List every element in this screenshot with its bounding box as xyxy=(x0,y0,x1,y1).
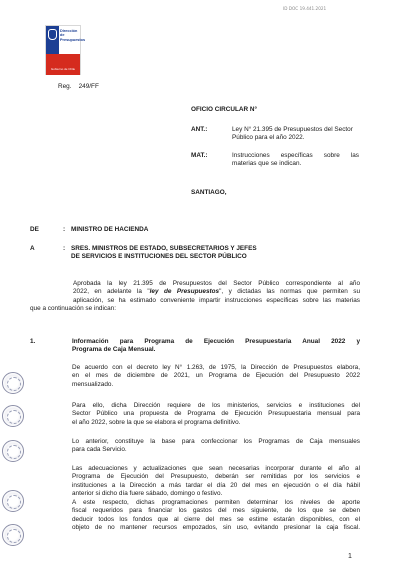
paragraph-line: fiscal requeridos para financiar los gastos del mes siguiente, de los que se deben xyxy=(72,507,360,515)
mat-line-1: Instrucciones específicas sobre las xyxy=(232,152,359,159)
shield-icon xyxy=(48,29,57,40)
margin-stamp-icon xyxy=(2,440,24,462)
margin-stamp-icon xyxy=(2,372,24,394)
reg-value: 249/FF xyxy=(78,83,99,90)
intro-paragraph xyxy=(73,280,360,305)
ley-presupuestos: ley de Presupuestos xyxy=(149,288,220,296)
paragraph-line: instituciones a la Dirección a más tardar el día 20 del mes en ejecución o el día hábil xyxy=(72,481,360,489)
section-title-line-2: Programa de Caja Mensual. xyxy=(72,346,156,354)
a-line-1: SRES. MINISTROS DE ESTADO, SUBSECRETARIOS Y JEFES xyxy=(71,245,257,252)
margin-stamp-icon xyxy=(2,524,24,546)
section-title xyxy=(72,338,360,355)
intro-line-3: aplicación, se ha estimado conveniente impartir instrucciones específicas sobre las materias xyxy=(73,296,360,304)
paragraph-line: objeto de no mantener recursos empozados, sin uso, evitando presionar la caja fiscal. xyxy=(72,524,360,532)
paragraph-line: anterior si dicho día fuere sábado, domingo o festivo. xyxy=(72,490,223,498)
paragraph-4 xyxy=(72,465,360,499)
paragraph-3 xyxy=(72,438,360,455)
de-label: DE xyxy=(30,226,39,233)
paragraph-line: A este respecto, dichas programaciones permiten determinar los niveles de aporte xyxy=(72,499,360,506)
paragraph-line: Para ello, dicha Dirección requiere de los ministerios, servicios e instituciones del xyxy=(72,402,360,409)
paragraph-line: Sector Público una propuesta de Programa de Ejecución Presupuestaria mensual para xyxy=(72,410,360,418)
margin-stamp-icon xyxy=(2,405,24,427)
ant-label: ANT.: xyxy=(191,126,208,133)
mat-text xyxy=(232,152,359,169)
paragraph-line: deducir todos los fondos que al cierre del mes se estime estarán disponibles, con el xyxy=(72,515,360,523)
ant-line-2: Público para el año 2022. xyxy=(232,134,305,142)
ant-line-1: Ley N° 21.395 de Presupuestos del Sector xyxy=(232,126,353,133)
paragraph-line: Programa de Ejecución del Presupuesto, deberán ser remitidas por los servicios e xyxy=(72,473,360,481)
oficio-title: OFICIO CIRCULAR N° xyxy=(191,106,258,113)
place-date: SANTIAGO, xyxy=(191,189,227,196)
mat-label: MAT.: xyxy=(191,152,208,159)
intro-line-4: que a continuación se indican: xyxy=(30,305,116,312)
a-value xyxy=(71,245,361,262)
paragraph-line: Las adecuaciones y actualizaciones que sean necesarias incorporar durante el año al xyxy=(72,465,360,472)
intro-line-2: 2022, en adelante la "ley de Presupuestos", y dictadas las normas que permiten su xyxy=(73,288,361,296)
document-id: ID DOC 19.441.2021 xyxy=(283,6,327,11)
dipres-logo xyxy=(45,25,86,75)
paragraph-1 xyxy=(72,364,360,389)
margin-stamp-icon xyxy=(2,490,24,512)
paragraph-line: el año 2022, sobre la que se elabora el programa definitivo. xyxy=(72,418,241,426)
page-number: 1 xyxy=(348,553,352,560)
a-colon: : xyxy=(63,245,66,252)
logo-subtitle: Gobierno de Chile xyxy=(50,66,76,71)
paragraph-5 xyxy=(72,499,360,533)
section-number: 1. xyxy=(30,338,36,345)
paragraph-line: De acuerdo con el decreto ley N° 1.263, de 1975, la Dirección de Presupuestos elabora, xyxy=(72,364,360,371)
de-colon: : xyxy=(63,226,66,233)
mat-line-2: materias que se indican. xyxy=(232,160,302,168)
intro-line-1: Aprobada la ley 21.395 de Presupuestos del Sector Público correspondiente al año xyxy=(73,280,360,287)
reg-line xyxy=(58,83,99,91)
section-title-line-1: Información para Programa de Ejecución Presupuestaria Anual 2022 y xyxy=(72,338,360,345)
a-label: A xyxy=(30,245,35,252)
a-line-2: DE SERVICIOS E INSTITUCIONES DEL SECTOR PÚBLICO xyxy=(71,253,247,261)
paragraph-line: Lo anterior, constituye la base para confeccionar los Programas de Caja mensuales xyxy=(72,438,360,445)
paragraph-line: en el mes de diciembre de 2021, un Programa de Ejecución del Presupuesto 2022 xyxy=(72,372,360,380)
paragraph-2 xyxy=(72,402,360,427)
ant-text xyxy=(232,126,360,143)
reg-label: Reg. xyxy=(58,83,72,90)
logo-title: Dirección de Presupuestos xyxy=(60,29,86,42)
paragraph-line: para cada Servicio. xyxy=(72,446,127,454)
paragraph-line: mensualizado. xyxy=(72,380,114,388)
de-value: MINISTRO DE HACIENDA xyxy=(71,226,149,233)
